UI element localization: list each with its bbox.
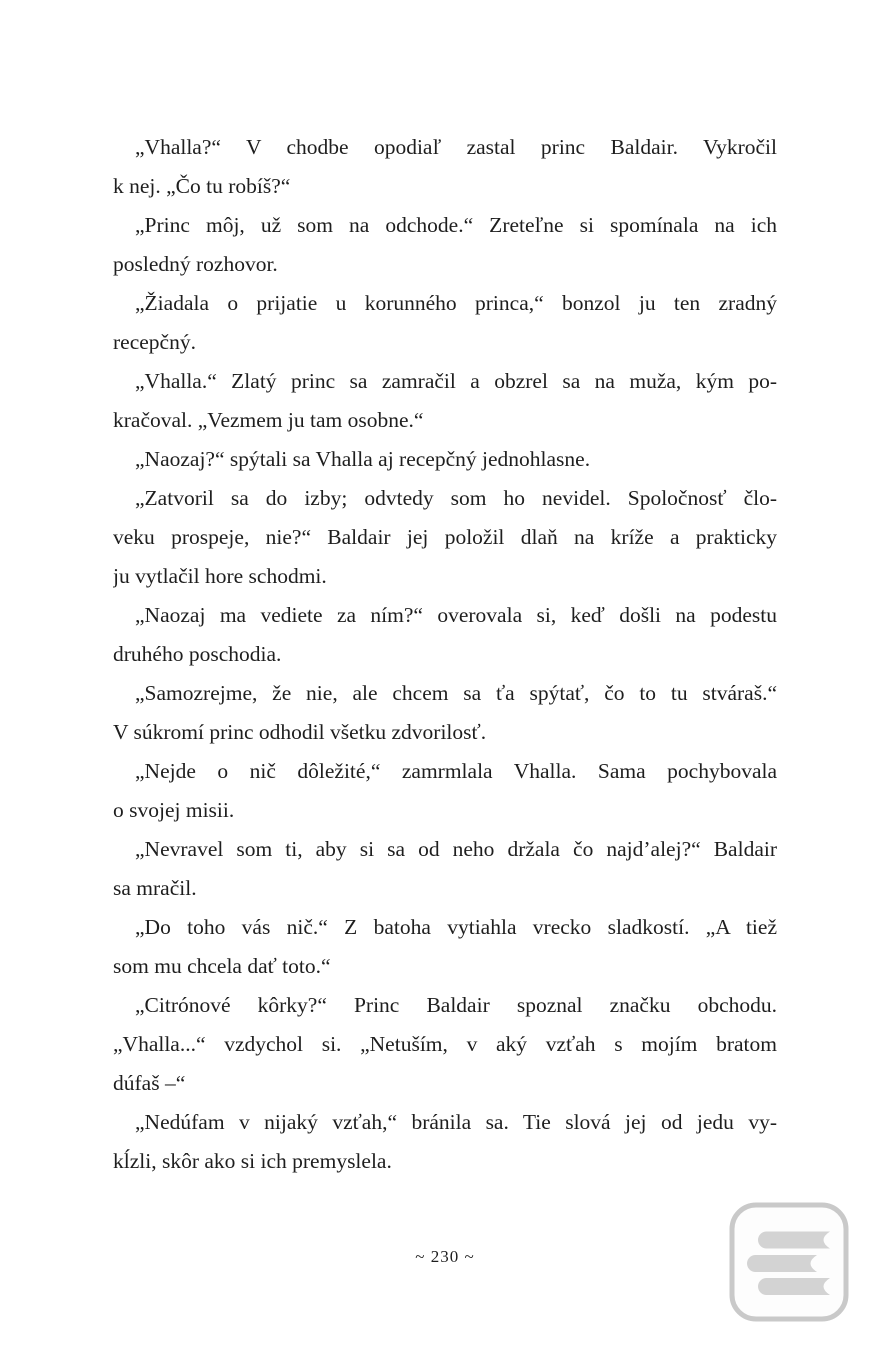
text-line: „Citrónové kôrky?“ Princ Baldair spoznal značku obchodu. (135, 993, 777, 1017)
text-line: dúfaš –“ (113, 1071, 186, 1095)
page-text (113, 128, 777, 1181)
text-line: „Nevravel som ti, aby si sa od neho držala čo najdʼalej?“ Baldair (135, 837, 777, 861)
text-line: som mu chcela dať toto.“ (113, 954, 331, 978)
text-line: „Vhalla.“ Zlatý princ sa zamračil a obzrel sa na muža, kým po- (135, 369, 777, 393)
text-line: „Nejde o nič dôležité,“ zamrmlala Vhalla. Sama pochybovala (135, 759, 777, 783)
page-number: ~ 230 ~ (415, 1247, 475, 1266)
text-line: V súkromí princ odhodil všetku zdvorilosť. (113, 720, 487, 744)
text-line: kĺzli, skôr ako si ich premyslela. (113, 1149, 392, 1173)
book-top (758, 1232, 830, 1249)
bookstore-logo (729, 1202, 849, 1322)
text-line: „Naozaj?“ spýtali sa Vhalla aj recepčný jednohlasne. (135, 447, 591, 471)
text-line: „Princ môj, už som na odchode.“ Zreteľne si spomínala na ich (135, 213, 777, 237)
text-line: „Vhalla...“ vzdychol si. „Netuším, v aký vzťah s mojím bratom (113, 1032, 777, 1056)
text-line: „Samozrejme, že nie, ale chcem sa ťa spýtať, čo to tu stváraš.“ (135, 681, 777, 705)
text-line: ju vytlačil hore schodmi. (113, 564, 327, 588)
text-line: sa mračil. (113, 876, 197, 900)
text-line: kračoval. „Vezmem ju tam osobne.“ (113, 408, 424, 432)
text-line: „Vhalla?“ V chodbe opodiaľ zastal princ Baldair. Vykročil (135, 135, 777, 159)
text-line: o svojej misii. (113, 798, 235, 822)
book-middle (747, 1255, 817, 1272)
text-line: „Zatvoril sa do izby; odvtedy som ho nevidel. Spoločnosť člo- (135, 486, 777, 510)
text-line: druhého poschodia. (113, 642, 282, 666)
text-line: recepčný. (113, 330, 196, 354)
text-line: „Naozaj ma vediete za ním?“ overovala si, keď došli na podestu (135, 603, 777, 627)
book-bottom (758, 1278, 830, 1295)
text-line: „Žiadala o prijatie u korunného princa,“ bonzol ju ten zradný (135, 291, 777, 315)
text-line: k nej. „Čo tu robíš?“ (113, 174, 291, 198)
stacked-books-icon (729, 1202, 849, 1322)
text-line: „Do toho vás nič.“ Z batoha vytiahla vrecko sladkostí. „A tiež (135, 915, 777, 939)
text-line: „Nedúfam v nijaký vzťah,“ bránila sa. Tie slová jej od jedu vy- (135, 1110, 777, 1134)
text-line: posledný rozhovor. (113, 252, 278, 276)
text-line: veku prospeje, nie?“ Baldair jej položil dlaň na kríže a prakticky (113, 525, 777, 549)
